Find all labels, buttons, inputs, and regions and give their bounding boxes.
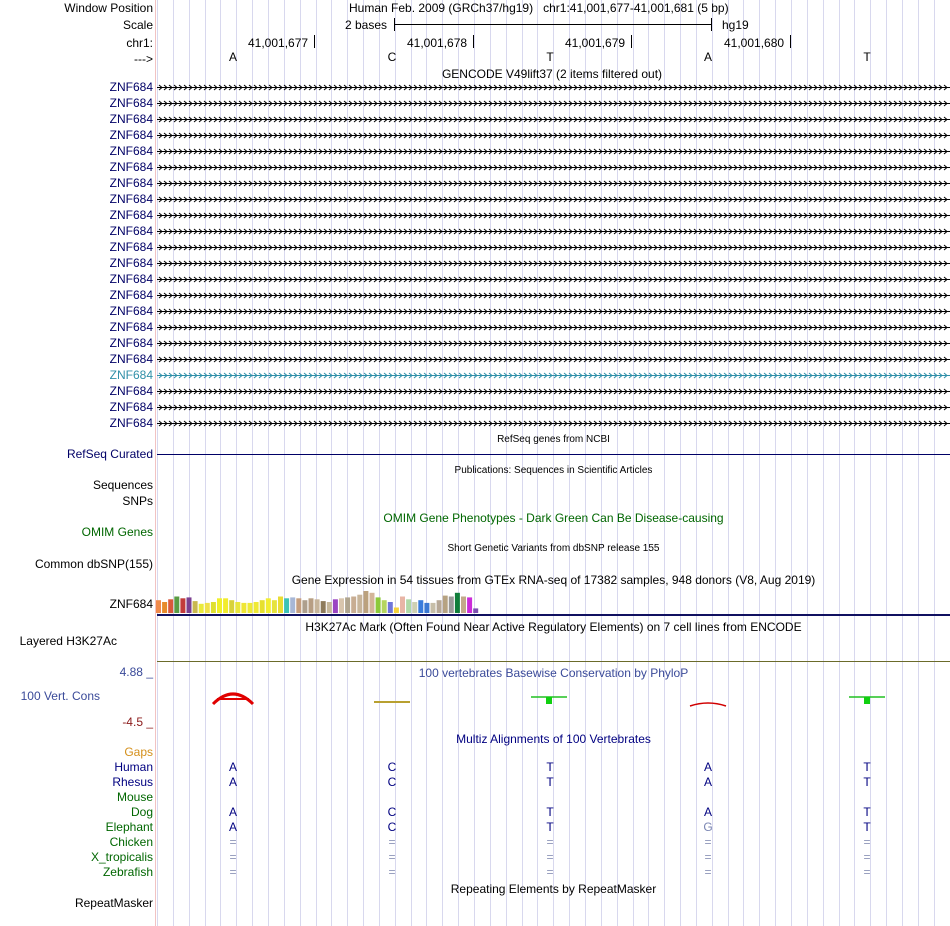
gencode-gene-feature [157,357,950,362]
gtex-bar [437,600,442,613]
multiz-aligned-base: = [863,835,871,849]
multiz-aligned-base: = [388,865,396,879]
gtex-bar [235,602,240,613]
scale-bar-left-tick [394,18,395,31]
multiz-species-label[interactable]: X_tropicalis [90,850,153,864]
scale-bar [394,24,712,25]
gtex-bar [217,598,222,613]
gencode-gene-feature [157,197,950,202]
multiz-aligned-base: = [704,865,712,879]
gtex-bar [339,598,344,613]
gencode-gene-label[interactable]: ZNF684 [109,80,153,94]
gtex-bar [241,603,246,613]
gtex-bar [278,597,283,614]
multiz-aligned-base: A [703,805,712,819]
strand-label: ---> [134,52,153,66]
gtex-bar [302,600,307,613]
gencode-gene-label[interactable]: ZNF684 [109,144,153,158]
multiz-aligned-base: T [863,805,871,819]
multiz-species-label[interactable]: Human [114,760,153,774]
gtex-track-title[interactable]: Gene Expression in 54 tissues from GTEx RNA-seq of 17382 samples, 948 donors (V8, Aug 2019) [291,573,816,587]
gtex-bar [345,597,350,613]
coord-1: 41,001,677 [248,36,309,50]
gtex-bar [296,598,301,613]
gtex-bar [174,597,179,614]
gtex-bar [162,602,167,613]
coord-3-tick [631,35,632,48]
gencode-gene-feature [157,325,950,330]
window-position-text: Human Feb. 2009 (GRCh37/hg19) chr1:41,001,677-41,001,681 (5 bp) [349,1,729,15]
multiz-aligned-base: A [703,775,712,789]
gtex-bar [272,600,277,613]
gtex-bar [156,600,161,613]
multiz-species-label[interactable]: Elephant [105,820,153,834]
gencode-gene-label[interactable]: ZNF684 [109,368,153,382]
h3k27ac-track-title[interactable]: H3K27Ac Mark (Often Found Near Active Regulatory Elements) on 7 cell lines from ENCODE [305,620,802,634]
gtex-bar [357,595,362,613]
gencode-gene-label[interactable]: ZNF684 [109,96,153,110]
window-position-label: Window Position [64,1,153,15]
phylop-max-label: 4.88 _ [119,665,153,679]
gencode-gene-feature [157,309,950,314]
gtex-bar [388,602,393,613]
coord-2: 41,001,678 [407,36,468,50]
gtex-bar [315,599,320,613]
multiz-aligned-base: A [703,760,712,774]
gencode-gene-label[interactable]: ZNF684 [109,192,153,206]
multiz-aligned-base: = [546,835,554,849]
coord-3: 41,001,679 [565,36,626,50]
gtex-bar [418,600,423,613]
publications-track-title[interactable]: Publications: Sequences in Scientific Articles [454,465,653,476]
gencode-gene-feature [157,389,950,394]
multiz-aligned-base: T [546,760,554,774]
gtex-bar [193,601,198,613]
multiz-aligned-base: C [387,805,397,819]
gtex-bar [412,602,417,613]
gtex-bar [467,597,472,613]
gtex-bar [223,598,228,613]
phylop-score-mark [849,697,885,704]
gencode-gene-label[interactable]: ZNF684 [109,320,153,334]
multiz-track-title[interactable]: Multiz Alignments of 100 Vertebrates [456,732,651,746]
coord-1-tick [314,35,315,48]
phylop-score-mark [531,697,567,704]
gencode-gene-label[interactable]: ZNF684 [109,240,153,254]
multiz-aligned-base: A [228,805,237,819]
gtex-bar [290,597,295,613]
gtex-bar [431,603,436,613]
common-dbsnp-label[interactable]: Common dbSNP(155) [34,557,153,571]
repeatmasker-track-title[interactable]: Repeating Elements by RepeatMasker [450,882,657,896]
multiz-species-label[interactable]: Rhesus [112,775,153,789]
omim-genes-label[interactable]: OMIM Genes [81,525,153,539]
snps-label[interactable]: SNPs [122,494,153,508]
multiz-aligned-base: C [387,820,397,834]
gtex-track-bottom-border [157,614,950,616]
gencode-gene-feature [157,213,950,218]
gtex-bar [254,602,259,613]
coord-2-tick [473,35,474,48]
gencode-gene-label[interactable]: ZNF684 [109,224,153,238]
gtex-bar [248,603,253,613]
gencode-gene-feature [157,245,950,250]
multiz-aligned-base: C [387,760,397,774]
gtex-bar [382,600,387,613]
phylop-conservation-plot[interactable] [157,680,950,720]
gencode-gene-label[interactable]: ZNF684 [109,160,153,174]
multiz-aligned-base: = [546,850,554,864]
gencode-gene-feature [157,261,950,266]
multiz-aligned-base: G [703,820,713,834]
gtex-bar [455,593,460,613]
base-2: C [387,50,397,64]
scale-assembly: hg19 [722,18,749,32]
multiz-aligned-base: T [863,760,871,774]
omim-track-title[interactable]: OMIM Gene Phenotypes - Dark Green Can Be Disease-causing [383,511,724,525]
base-1: A [228,50,237,64]
multiz-aligned-base: T [546,775,554,789]
multiz-aligned-base: = [704,835,712,849]
gtex-bar [449,597,454,614]
gencode-gene-label[interactable]: ZNF684 [109,304,153,318]
multiz-aligned-base: T [546,805,554,819]
multiz-aligned-base: = [704,850,712,864]
phylop-score-mark [213,694,253,704]
gencode-gene-label[interactable]: ZNF684 [109,128,153,142]
multiz-species-label[interactable]: Dog [130,805,153,819]
gtex-bar [211,602,216,613]
gencode-gene-feature [157,149,950,154]
multiz-aligned-base: = [863,865,871,879]
multiz-aligned-base: = [388,850,396,864]
multiz-aligned-base: T [546,820,554,834]
gencode-gene-label[interactable]: ZNF684 [109,384,153,398]
gtex-gene-label[interactable]: ZNF684 [109,597,153,611]
gencode-gene-label[interactable]: ZNF684 [109,272,153,286]
gencode-gene-feature [157,373,950,378]
gtex-bar [168,599,173,613]
gtex-bar [363,591,368,613]
gtex-bar [406,599,411,613]
multiz-aligned-base: = [229,850,237,864]
gencode-gene-feature [157,293,950,298]
gencode-gene-feature [157,85,950,90]
gencode-gene-label[interactable]: ZNF684 [109,336,153,350]
phylop-track-title[interactable]: 100 vertebrates Basewise Conservation by PhyloP [418,666,689,680]
base-4: A [703,50,712,64]
multiz-aligned-base: C [387,775,397,789]
base-5: T [863,50,871,64]
multiz-aligned-base: T [863,820,871,834]
phylop-min-label: -4.5 _ [122,715,153,729]
gtex-bar [180,598,185,613]
gaps-label[interactable]: Gaps [124,745,153,759]
gtex-bar [260,600,265,613]
scale-text: 2 bases [345,18,388,32]
gencode-gene-features[interactable] [157,80,950,430]
gtex-bar [424,603,429,613]
layered-h3k27ac-label[interactable]: Layered H3K27Ac [19,634,117,648]
gtex-bar [461,597,466,614]
multiz-aligned-base: T [863,775,871,789]
sequences-label[interactable]: Sequences [92,478,153,492]
gencode-gene-feature [157,421,950,426]
gencode-gene-label[interactable]: ZNF684 [109,176,153,190]
multiz-species-label[interactable]: Zebrafish [102,865,153,879]
multiz-aligned-base: = [863,850,871,864]
gencode-gene-label[interactable]: ZNF684 [109,208,153,222]
refseq-curated-label[interactable]: RefSeq Curated [66,447,153,461]
gtex-bar [321,601,326,613]
coord-4: 41,001,680 [724,36,785,50]
gtex-bar [309,598,314,613]
gencode-gene-feature [157,101,950,106]
gtex-bar [266,598,271,613]
gtex-bar [229,600,234,613]
base-3: T [546,50,554,64]
multiz-aligned-base: = [229,865,237,879]
gtex-bar-chart[interactable] [156,585,556,615]
h3k27ac-baseline [157,661,950,662]
gtex-bar [284,598,289,613]
gencode-gene-label[interactable]: ZNF684 [109,400,153,414]
gtex-bar [351,597,356,614]
phylop-label[interactable]: 100 Vert. Cons [20,689,100,703]
gtex-bar [333,599,338,613]
gencode-gene-feature [157,341,950,346]
multiz-aligned-base: = [229,835,237,849]
multiz-aligned-base: = [388,835,396,849]
gtex-bar [199,604,204,613]
refseq-track-title[interactable]: RefSeq genes from NCBI [497,434,610,445]
gencode-gene-feature [157,405,950,410]
multiz-species-label[interactable]: Mouse [116,790,153,804]
gtex-bar [376,597,381,613]
coord-4-tick [790,35,791,48]
dbsnp-track-title[interactable]: Short Genetic Variants from dbSNP release 155 [447,543,660,554]
gtex-bar [187,597,192,613]
multiz-aligned-base: A [228,775,237,789]
multiz-species-label[interactable]: Chicken [109,835,153,849]
gtex-bar [394,608,399,614]
gencode-gene-feature [157,229,950,234]
gencode-gene-feature [157,133,950,138]
chrom-label: chr1: [126,36,153,50]
gencode-gene-feature [157,117,950,122]
phylop-score-mark [690,703,726,706]
gencode-gene-feature [157,165,950,170]
gencode-gene-feature [157,181,950,186]
gtex-bar [443,596,448,613]
scale-bar-right-tick [711,18,712,31]
repeatmasker-label[interactable]: RepeatMasker [74,896,153,910]
gencode-gene-label[interactable]: ZNF684 [109,352,153,366]
multiz-aligned-base: A [228,820,237,834]
gtex-bar [370,593,375,613]
gtex-bar [473,608,478,613]
gencode-gene-feature [157,277,950,282]
multiz-aligned-base: A [228,760,237,774]
multiz-aligned-base: = [546,865,554,879]
gencode-gene-label[interactable]: ZNF684 [109,256,153,270]
gtex-bar [327,602,332,613]
gencode-gene-label[interactable]: ZNF684 [109,112,153,126]
gencode-track-title[interactable]: GENCODE V49lift37 (2 items filtered out) [441,67,663,81]
gtex-bar [205,603,210,613]
refseq-gene-line[interactable] [157,454,950,455]
gencode-gene-label[interactable]: ZNF684 [109,288,153,302]
gtex-bar [400,597,405,614]
gencode-gene-label[interactable]: ZNF684 [109,416,153,430]
scale-label: Scale [122,18,153,32]
